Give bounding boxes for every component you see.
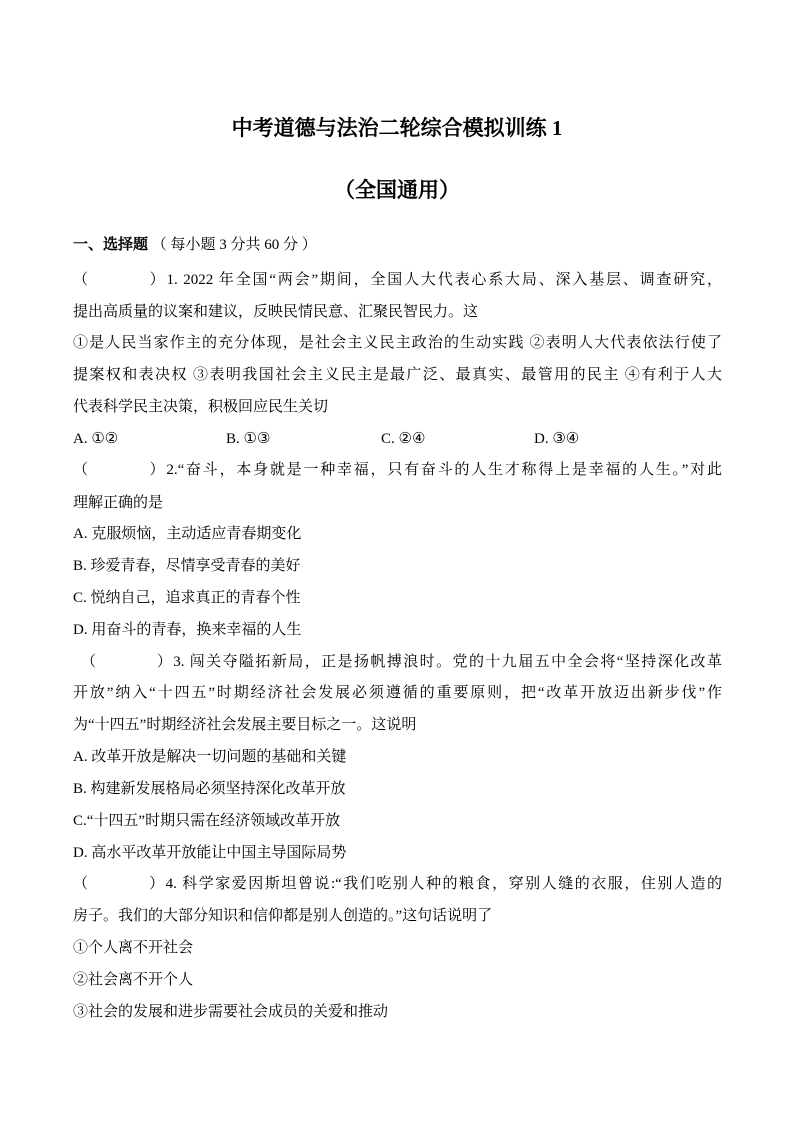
- answer-bracket: [81, 654, 173, 670]
- q2-option-c: C. 悦纳自己，追求真正的青春个性: [73, 590, 301, 606]
- document-subtitle: （全国通用）: [334, 178, 460, 202]
- answer-bracket: [73, 876, 166, 892]
- bracket-open: （: [73, 876, 90, 892]
- q4-statement-line: ②社会离不开个人: [73, 972, 194, 988]
- bracket-close: ）: [147, 272, 167, 288]
- q4-statement-line: ③社会的发展和进步需要社会成员的关爱和推动: [73, 1004, 389, 1020]
- q2-stem-line: 理解正确的是: [73, 495, 164, 511]
- q4-stem-text: 4. 科学家爱因斯坦曾说:“我们吃别人种的粮食，穿别人缝的衣服，住别人造的: [165, 876, 722, 892]
- q4-stem-line: 房子。我们的大部分知识和信仰都是别人创造的。”这句话说明了: [73, 908, 493, 924]
- q1-option-a: A. ①②: [73, 431, 119, 447]
- q1-option-b: B. ①③: [226, 431, 271, 447]
- q1-option-d: D. ③④: [534, 431, 580, 447]
- q2-option-b: B. 珍爱青春，尽情享受青春的美好: [73, 558, 301, 574]
- section-heading: [73, 229, 722, 261]
- q3-stem-line: 开放”纳入“十四五”时期经济社会发展必须遵循的重要原则，把“改革开放迈出新步伐”作: [73, 685, 722, 701]
- answer-bracket: [73, 462, 166, 478]
- bracket-close: ）: [147, 462, 167, 478]
- bracket-open: （: [73, 272, 90, 288]
- bracket-close: ）: [147, 876, 166, 892]
- bracket-open: （: [81, 654, 98, 670]
- q3-option-a: A. 改革开放是解决一切问题的基础和关键: [73, 749, 347, 765]
- answer-blank: [90, 887, 148, 888]
- q3-stem-line: [81, 646, 722, 678]
- q3-option-b: B. 构建新发展格局必须坚持深化改革开放: [73, 781, 346, 797]
- q1-statement-line: 提案权和表决权 ③表明我国社会主义民主是最广泛、最真实、最管用的民主 ④有利于人大: [73, 367, 722, 383]
- q4-stem-line: [73, 868, 722, 900]
- bracket-close: ）: [155, 654, 174, 670]
- q2-option-d: D. 用奋斗的青春，换来幸福的人生: [73, 622, 302, 638]
- q3-stem-text: 3. 闯关夺隘拓新局，正是扬帆搏浪时。党的十九届五中全会将“坚持深化改革: [173, 654, 722, 670]
- q1-stem-line: 提出高质量的议案和建议，反映民情民意、汇聚民智民力。这: [73, 304, 479, 320]
- document-title: 中考道德与法治二轮综合模拟训练 1: [231, 116, 563, 140]
- q1-statement-line: 代表科学民主决策，积极回应民生关切: [73, 399, 329, 415]
- q2-stem-line: [73, 454, 722, 486]
- q1-stem-text: 1. 2022 年全国“两会”期间，全国人大代表心系大局、深入基层、调查研究，: [166, 272, 722, 288]
- answer-blank: [97, 665, 155, 666]
- q1-stem-line: [73, 264, 722, 296]
- q2-option-a: A. 克服烦恼，主动适应青春期变化: [73, 526, 302, 542]
- q3-option-c: C.“十四五”时期只需在经济领域改革开放: [73, 813, 341, 829]
- q1-option-c: C. ②④: [381, 431, 426, 447]
- q1-statement-line: ①是人民当家作主的充分体现，是社会主义民主政治的生动实践 ②表明人大代表依法行使了: [73, 335, 722, 351]
- q4-statement-line: ①个人离不开社会: [73, 940, 194, 956]
- section-label: 一、选择题: [73, 237, 149, 253]
- bracket-open: （: [73, 462, 90, 478]
- section-note: （ 每小题 3 分共 60 分 ）: [148, 237, 317, 253]
- answer-bracket: [73, 272, 166, 288]
- q3-option-d: D. 高水平改革开放能让中国主导国际局势: [73, 845, 347, 861]
- q3-stem-line: 为“十四五”时期经济社会发展主要目标之一。这说明: [73, 717, 417, 733]
- q2-stem-text: 2.“奋斗，本身就是一种幸福，只有奋斗的人生才称得上是幸福的人生。”对此: [166, 462, 722, 478]
- answer-blank: [90, 283, 148, 284]
- answer-blank: [90, 473, 148, 474]
